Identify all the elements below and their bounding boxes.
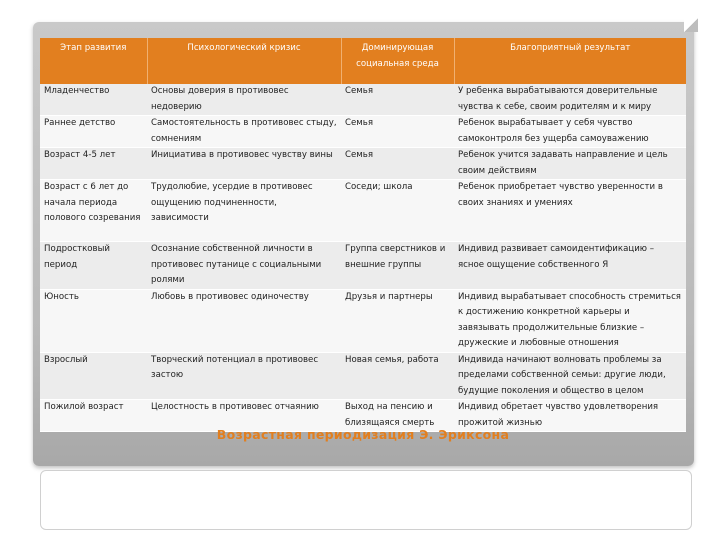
cell-stage: Пожилой возраст [40,400,147,432]
table-header-row [40,38,686,84]
cell-environment: Группа сверстников и внешние группы [341,242,454,290]
table-row [40,352,686,400]
cell-environment: Семья [341,84,454,116]
cell-result: Ребенок вырабатывает у себя чувство самоконтроля без ущерба самоуважению [454,116,686,148]
cell-result: Индивид вырабатывает способность стремиться к достижению конкретной карьеры и завязывать продолжительные близкие – дружеские и любовные отношения [454,289,686,352]
header-result: Благоприятный результат [454,38,686,84]
cell-environment: Семья [341,148,454,180]
cell-crisis: Самостоятельность в противовес стыду, сомнениям [147,116,341,148]
cell-environment: Семья [341,116,454,148]
cell-result: Индивид развивает самоидентификацию – ясное ощущение собственного Я [454,242,686,290]
cell-result: Ребенок приобретает чувство уверенности в своих знаниях и умениях [454,180,686,242]
cell-crisis: Творческий потенциал в противовес застою [147,352,341,400]
table-row [40,116,686,148]
header-crisis: Психологический кризис [147,38,341,84]
table-row [40,180,686,242]
cell-crisis: Инициатива в противовес чувству вины [147,148,341,180]
cell-result: У ребенка вырабатываются доверительные чувства к себе, своим родителям и к миру [454,84,686,116]
table-row [40,148,686,180]
cell-environment: Выход на пенсию и близящаяся смерть [341,400,454,432]
cell-crisis: Целостность в противовес отчаянию [147,400,341,432]
cell-result: Ребенок учится задавать направление и цель своим действиям [454,148,686,180]
erikson-periodization-table [40,38,686,432]
cell-result: Индивида начинают волновать проблемы за пределами собственной семьи: другие люди, будущие поколения и общество в целом [454,352,686,400]
cell-stage: Возраст с 6 лет до начала периода полового созревания [40,180,147,242]
footer-panel [40,470,692,530]
cell-stage: Юность [40,289,147,352]
cell-crisis: Любовь в противовес одиночеству [147,289,341,352]
cell-crisis: Осознание собственной личности в противовес путанице с социальными ролями [147,242,341,290]
cell-stage: Раннее детство [40,116,147,148]
cell-stage: Возраст 4-5 лет [40,148,147,180]
cell-environment: Новая семья, работа [341,352,454,400]
slide-caption: Возрастная периодизация Э. Эриксона [216,427,510,442]
header-stage: Этап развития [40,38,147,84]
table-row [40,289,686,352]
table-row [40,242,686,290]
cell-stage: Подростковый период [40,242,147,290]
cell-stage: Взрослый [40,352,147,400]
cell-result: Индивид обретает чувство удовлетворения прожитой жизнью [454,400,686,432]
cell-environment: Соседи; школа [341,180,454,242]
cell-environment: Друзья и партнеры [341,289,454,352]
cell-crisis: Трудолюбие, усердие в противовес ощущению подчиненности, зависимости [147,180,341,242]
cell-crisis: Основы доверия в противовес недоверию [147,84,341,116]
header-environment: Доминирующая социальная среда [341,38,454,84]
cell-stage: Младенчество [40,84,147,116]
table-row [40,84,686,116]
page-curl-decoration [684,18,698,32]
